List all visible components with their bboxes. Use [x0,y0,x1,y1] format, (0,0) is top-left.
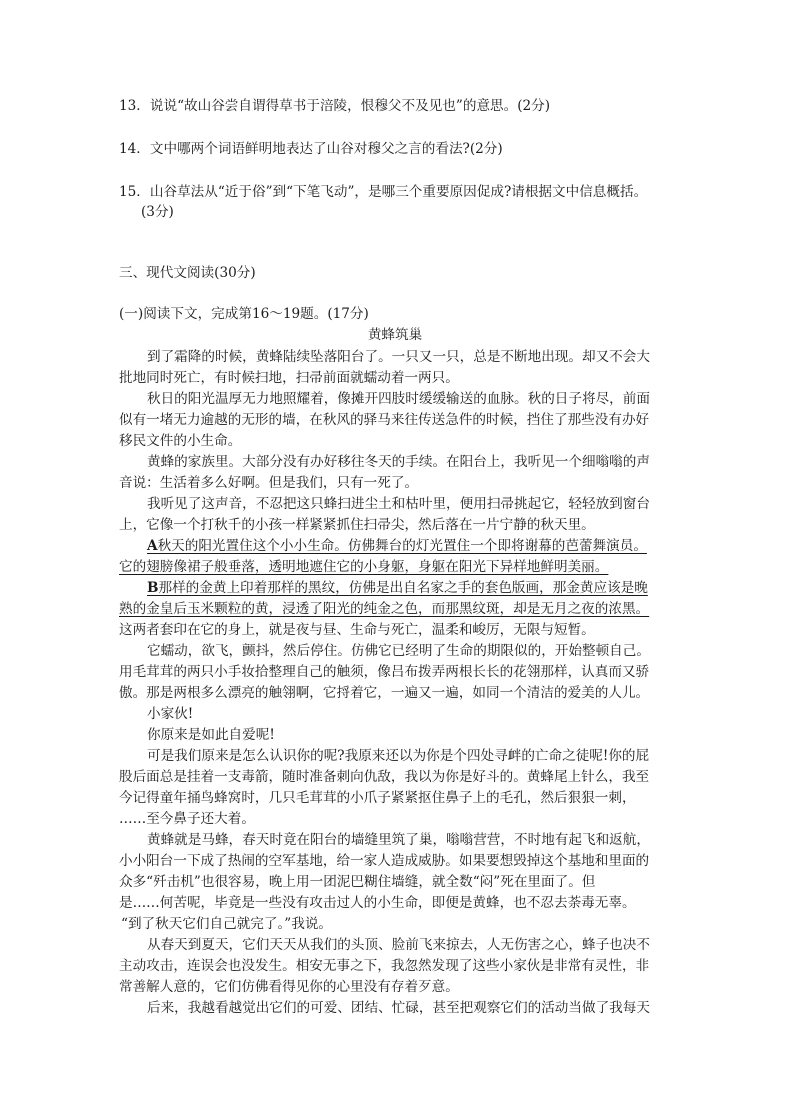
body-line: 傲。那是两根多么漂亮的触翎啊，它捋着它，一遍又一遍，如同一个清洁的爱美的人儿。 [119,685,650,701]
body-line: 这两者套印在它的身上，就是夜与昼、生命与死亡，温柔和峻厉，无限与短暂。 [119,622,595,638]
body-line: 众多“歼击机”也很容易，晚上用一团泥巴糊住墙缝，就全数“闷”死在里面了。但 [119,874,596,890]
body-line: 主动攻击，连误会也没发生。相安无事之下，我忽然发现了这些小家伙是非常有灵性，非 [119,958,650,974]
question-15-score: (3分) [141,204,174,220]
body-line: 黄蜂就是马蜂，春天时竟在阳台的墙缝里筑了巢，嗡嗡营营，不时地有起飞和返航， [147,832,650,848]
question-13: 13．说说“故山谷尝自谓得草书于涪陵，恨穆父不及见也”的意思。(2分) [119,98,551,114]
underlined-passage-a: 它的翅膀像裙子般垂落，透明地遮住它的小身躯，身躯在阳光下异样地鲜明美丽。 [119,559,609,575]
body-line: 上，它像一个打秋千的小孩一样紧紧抓住扫帚尖，然后落在一片宁静的秋天里。 [119,517,595,533]
subsection-title: (一)阅读下文，完成第16～19题。(17分) [119,306,369,322]
body-line: 到了霜降的时候，黄蜂陆续坠落阳台了。一只又一只，总是不断地出现。却又不会大 [147,349,650,365]
body-line: 可是我们原来是怎么认识你的呢?我原来还以为你是个四处寻衅的亡命之徒呢!你的屁 [147,748,650,764]
passage-marker: B [147,580,159,596]
body-line: 它蠕动，欲飞，颤抖，然后停住。仿佛它已经明了生命的期限似的，开始整顿自己。 [147,643,650,659]
body-line: 批地同时死亡，有时候扫地，扫帚前面就蠕动着一两只。 [119,370,459,386]
body-line: 是……何苦呢，毕竟是一些没有攻击过人的小生命，即便是黄蜂，也不忍去荼毒无辜。 [119,895,636,911]
underlined-passage-b: 熟的金皇后玉米颗粒的黄，浸透了阳光的纯金之色，而那黑纹斑，却是无月之夜的浓黑。 [119,601,650,617]
body-line: “到了秋天它们自己就完了。”我说。 [121,916,333,932]
body-line: 我听见了这声音，不忍把这只蜂扫进尘土和枯叶里，便用扫帚挑起它，轻轻放到窗台 [147,496,650,512]
body-line: 黄蜂的家族里。大部分没有办好移往冬天的手续。在阳台上，我听见一个细嗡嗡的声 [147,454,650,470]
section-title: 三、现代文阅读(30分) [119,265,256,281]
body-line: 移民文件的小生命。 [119,433,242,449]
body-line: 秋日的阳光温厚无力地照耀着，像摊开四肢时缓缓输送的血脉。秋的日子将尽，前面 [147,391,650,407]
body-line: 小小阳台一下成了热闹的空军基地，给一家人造成威胁。如果要想毁掉这个基地和里面的 [119,853,650,869]
body-line: 小家伙! [147,706,194,722]
body-line: 用毛茸茸的两只小手妆拾整理自己的触须，像吕布拨弄两根长长的花翎那样，认真而又骄 [119,664,650,680]
body-line: 你原来是如此自爱呢! [147,727,275,743]
question-14: 14．文中哪两个词语鲜明地表达了山谷对穆父之言的看法?(2分) [119,141,503,157]
question-15: 15．山谷草法从“近于俗”到“下笔飞动”，是哪三个重要原因促成?请根据文中信息概括。 [119,184,648,200]
body-line: ……至今鼻子还大着。 [119,811,255,827]
underlined-passage-a: A秋天的阳光置住这个小小生命。仿佛舞台的灯光置住一个即将谢幕的芭蕾舞演员。 [147,538,647,554]
body-line: 后来，我越看越觉出它们的可爱、团结、忙碌，甚至把观察它们的活动当做了我每天 [147,1000,650,1016]
article-title: 黄蜂筑巢 [367,327,423,343]
passage-marker: A [147,538,158,554]
body-line: 股后面总是挂着一支毒箭，随时准备刺向仇敌，我以为你是好斗的。黄蜂尾上针么，我至 [119,769,650,785]
underlined-passage-b: B那样的金黄上印着那样的黑纹，仿佛是出自名家之手的套色版画，那金黄应该是晚 [147,580,648,596]
body-line: 今记得童年捅鸟蜂窝时，几只毛茸茸的小爪子紧紧抠住鼻子上的毛孔，然后狠狠一刺， [119,790,636,806]
body-line: 音说：生活着多么好啊。但是我们，只有一死了。 [119,475,419,491]
body-line: 似有一堵无力逾越的无形的墙，在秋风的驿马来往传送急件的时候，挡住了那些没有办好 [119,412,650,428]
body-line: 从春天到夏天，它们天天从我们的头顶、脸前飞来掠去，人无伤害之心，蜂子也决不 [147,937,650,953]
body-line: 常善解人意的，它们仿佛看得见你的心里没有存着歹意。 [119,979,459,995]
